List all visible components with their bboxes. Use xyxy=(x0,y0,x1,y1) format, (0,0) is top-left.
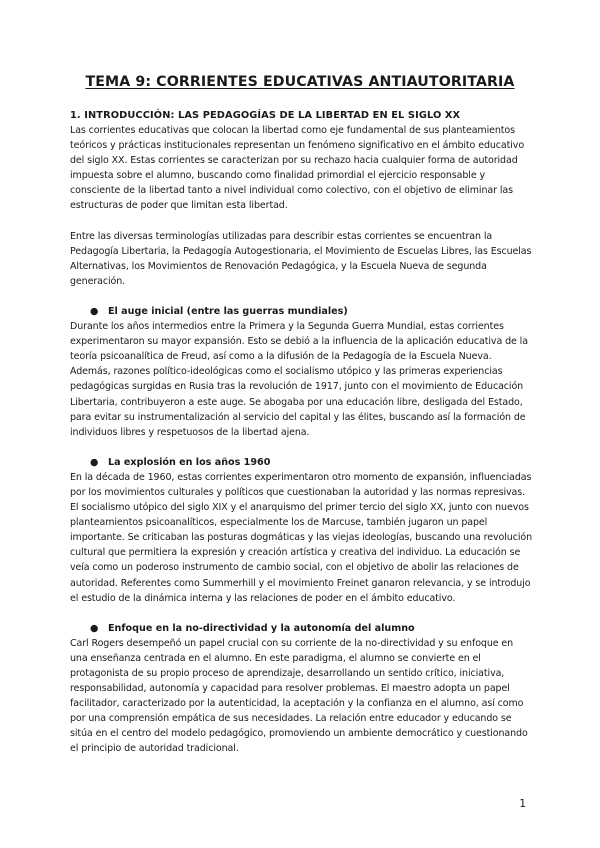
spacer xyxy=(70,606,532,621)
page-number: 1 xyxy=(519,798,526,810)
document-title: TEMA 9: CORRIENTES EDUCATIVAS ANTIAUTORITARIA xyxy=(85,74,515,90)
spacer xyxy=(70,440,532,455)
bullet-paragraph: Carl Rogers desempeñó un papel crucial con su corriente de la no-directividad y su enfoque en una enseñanza centrada en el alumno. En este paradigma, el alumno se convierte en el protagonista de su propio proceso de aprendizaje, desarrollando un sentido crítico, iniciativa, responsabilidad, autonomía y capacidad para resolver problemas. El maestro adopta un papel facilitador, caracterizado por la autenticidad, la aceptación y la confianza en el alumno, así como por una comprensión empática de sus necesidades. La relación entre educador y educando se sitúa en el centro del modelo pedagógico, promoviendo un ambiente democrático y cuestionando el principio de autoridad tradicional. xyxy=(70,637,528,755)
bullet-paragraph: Durante los años intermedios entre la Primera y la Segunda Guerra Mundial, estas corrientes experimentaron su mayor expansión. Esto se debió a la influencia de la aplicación educativa de la teoría psicoanalítica de Freud, así como a la difusión de la Pedagogía de la Escuela Nueva. Además, razones político-ideológicas como el socialismo utópico y las primeras experiencias pedagógicas surgidas en Rusia tras la revolución de 1917, junto con el movimiento de Educación Libertaria, contribuyeron a este auge. Se abogaba por una educación libre, desligada del Estado, para evitar su instrumentalización al servicio del capital y las élites, buscando así la formación de individuos libres y respetuosos de la libertad ajena. xyxy=(70,321,528,438)
bullet-heading-text: El auge inicial (entre las guerras mundiales) xyxy=(108,305,348,317)
bullet-heading-text: Enfoque en la no-directividad y la autonomía del alumno xyxy=(108,622,415,634)
bullet-heading-text: La explosión en los años 1960 xyxy=(108,456,271,468)
bullet-heading xyxy=(70,304,532,319)
bullet-heading xyxy=(70,455,532,470)
document-body xyxy=(70,108,532,757)
intro-paragraph: Las corrientes educativas que colocan la libertad como eje fundamental de sus planteamientos teóricos y prácticas institucionales representan un fenómeno significativo en el ámbito educativo del siglo XX. Estas corrientes se caracterizan por su rechazo hacia cualquier forma de autoridad impuesta sobre el alumno, buscando como finalidad primordial el ejercicio responsable y consciente de la libertad tanto a nivel individual como colectivo, con el objetivo de eliminar las estructuras de poder que limitan esta libertad. xyxy=(70,125,525,212)
spacer xyxy=(70,214,532,229)
bullet-icon: ● xyxy=(90,622,99,634)
bullet-icon: ● xyxy=(90,456,99,468)
spacer xyxy=(70,289,532,304)
bullet-paragraph: En la década de 1960, estas corrientes experimentaron otro momento de expansión, influenciadas por los movimientos culturales y políticos que cuestionaban la autoridad y las normas represivas. El socialismo utópico del siglo XIX y el anarquismo del primer tercio del siglo XX, junto con nuevos planteamientos psicoanalíticos, especialmente los de Marcuse, también jugaron un papel importante. Se criticaban las posturas dogmáticas y las viejas ideologías, buscando una revolución cultural que permitiera la expresión y creación artística y creativa del individuo. La educación se veía como un poderoso instrumento de cambio social, con el objetivo de abolir las relaciones de autoridad. Referentes como Summerhill y el movimiento Freinet ganaron relevancia, y se introdujo el estudio de la dinámica interna y las relaciones de poder en el ámbito educativo. xyxy=(70,471,532,604)
terminology-paragraph: Entre las diversas terminologías utilizadas para describir estas corrientes se encuentran la Pedagogía Libertaria, la Pedagogía Autogestionaria, el Movimiento de Escuelas Libres, las Escuelas Alternativas, los Movimientos de Renovación Pedagógica, y la Escuela Nueva de segunda generación. xyxy=(70,230,532,287)
section-heading: 1. INTRODUCCIÓN: LAS PEDAGOGÍAS DE LA LIBERTAD EN EL SIGLO XX xyxy=(70,110,461,121)
bullet-heading xyxy=(70,621,532,636)
bullet-icon: ● xyxy=(90,305,99,317)
